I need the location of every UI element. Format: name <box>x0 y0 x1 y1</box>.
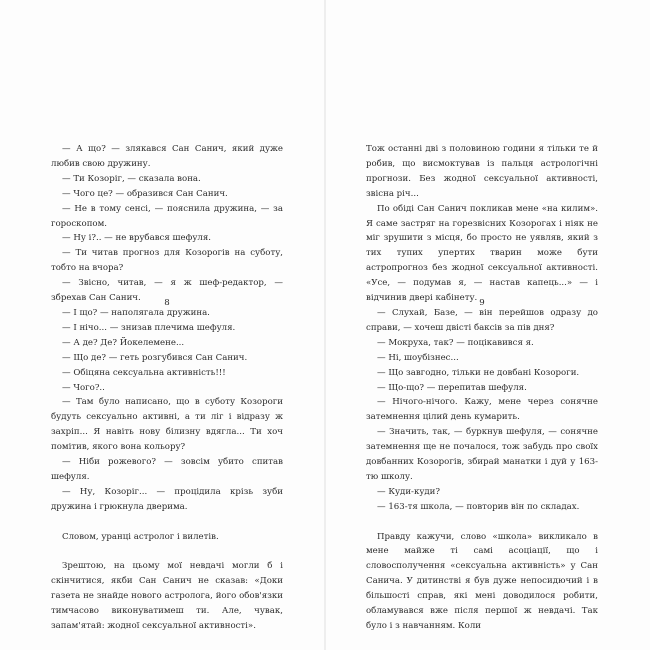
paragraph: — А де? Де? Йокелемене... <box>62 337 185 348</box>
paragraph: — Там було написано, що в суботу Козороги будуть сексуально активні, а ти ліг і відразу ж захріп... Я навіть нову білизну вдягла... Ти хоч помітив, якого вона кольору? <box>51 397 283 453</box>
left-page-text <box>51 142 283 634</box>
paragraph: — І нічо... — знизав плечима шефуля. <box>62 322 236 333</box>
right-page-text <box>366 142 598 634</box>
paragraph: — Чого це? — образився Сан Санич. <box>62 188 228 199</box>
paragraph: — Що-що? — перепитав шефуля. <box>377 382 527 393</box>
paragraph: — Звісно, читав, — я ж шеф-редактор, — збрехав Сан Санич. <box>51 278 283 304</box>
paragraph: — Чого?.. <box>62 382 105 393</box>
paragraph: — Ніби рожевого? — зовсім убито спитав шефуля. <box>51 457 283 482</box>
paragraph: — 163-тя школа, — повторив він по складах. <box>377 501 580 512</box>
paragraph: — Не в тому сенсі, — пояснила дружина, — за гороскопом. <box>51 203 283 229</box>
page-number: 8 <box>164 298 170 308</box>
paragraph: — Слухай, Базе, — він перейшов одразу до справи, — хочеш двісті баксів за пів дня? <box>366 307 598 333</box>
paragraph: Тож останні дві з половиною години я тільки те й робив, що висмоктував із пальця астрологічні прогнози. Без жодної сексуальної активності, звісна річ... <box>366 144 598 199</box>
paragraph: Правду кажучи, слово «школа» викликало в мене майже ті самі асоціації, що і словосполучення «сексуальна активність» у Сан Санича. У дитинстві я був дуже непосидючий і в більшості справ, які мені доводилося робити, обламувався вже після першої ж невдачі. Так було і з навчанням. Коли <box>366 531 598 631</box>
paragraph: — Обіцяна сексуальна активність!!! <box>62 367 226 378</box>
paragraph: — Куди-куди? <box>377 486 441 497</box>
paragraph: — А що? — злякався Сан Санич, який дуже любив свою дружину. <box>51 144 283 169</box>
paragraph: — Мокруха, так? — поцікавився я. <box>377 337 534 348</box>
paragraph: — Ну, Козоріг... — процідила крізь зуби дружина і грюкнула дверима. <box>51 486 283 512</box>
right-page <box>325 0 650 650</box>
paragraph: — Значить, так, — буркнув шефуля, — сонячне затемнення ще не почалося, тож забудь про своїх довбанних Козорогів, збирай манатки і дуй у 163-тю школу. <box>366 427 598 482</box>
paragraph: — Нічого-нічого. Кажу, мене через сонячне затемнення цілий день кумарить. <box>366 397 598 423</box>
paragraph: Зрештою, на цьому мої невдачі могли б і скінчитися, якби Сан Санич не сказав: «Доки газета не знайде нового астролога, його обов'язки тимчасово виконуватимеш ти. Але, чувак, запам'ятай: жодної сексуальної активності». <box>51 561 283 631</box>
paragraph: — Що де? — геть розгубився Сан Санич. <box>62 352 248 363</box>
paragraph: По обіді Сан Санич покликав мене «на килим». Я саме застряг на горезвісних Козорогах і ніяк не міг зрушити з місця, бо просто не уявляв, який з тих тупих упертих тварин може бути астропрогноз без жодної сексуальної активності. «Усе, — подумав я, — настав капець...» — і відчинив двері кабінету. <box>366 203 598 304</box>
page-number: 9 <box>479 298 485 308</box>
paragraph: — Ти читав прогноз для Козорогів на суботу, тобто на вчора? <box>51 248 283 274</box>
paragraph: Словом, уранці астролог і вилетів. <box>62 531 219 542</box>
paragraph: — І що? — наполягала дружина. <box>62 307 210 318</box>
paragraph: — Ти Козоріг, — сказала вона. <box>62 173 201 184</box>
paragraph: — Ні, шоубізнес... <box>377 352 459 363</box>
paragraph: — Ну і?.. — не врубався шефуля. <box>62 233 211 244</box>
paragraph: — Що завгодно, тільки не довбані Козороги. <box>377 367 580 378</box>
